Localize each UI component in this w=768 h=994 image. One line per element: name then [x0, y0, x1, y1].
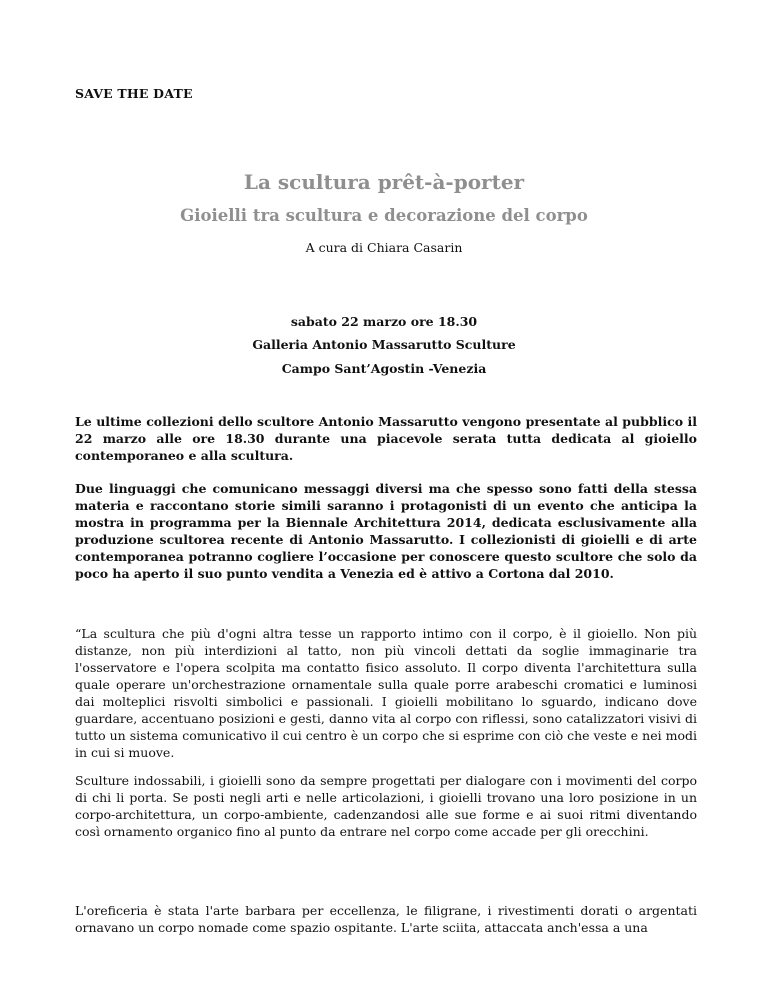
intro-paragraph-2: Due linguaggi che comunicano messaggi diversi ma che spesso sono fatti della stessa materia e raccontano storie simili saranno i protagonisti di un evento che anticipa la mostra in programma per la Biennale Architettura 2014, dedicata esclusivamente alla produzione scultorea recente di Antonio Massarutto. I collezionisti di gioielli e di arte contemporanea potranno cogliere l’occasione per conoscere questo scultore che solo da poco ha aperto il suo punto vendita a Venezia ed è attivo a Cortona dal 2010.: [75, 481, 697, 581]
curator-line: A cura di Chiara Casarin: [305, 240, 463, 255]
text-paragraph-1: “La scultura che più d'ogni altra tesse un rapporto intimo con il corpo, è il gioiello. Non più distanze, non più interdizioni al tatto, non più vincoli dettati da soglie immaginarie tra l'osservatore e l'opera scolpita ma contatto fisico assoluto. Il corpo diventa l'architettura sulla quale operare un'orchestrazione ornamentale sulla quale porre arabeschi cromatici e luminosi dai molteplici risvolti simbolici e passionali. I gioielli mobilitano lo sguardo, indicano dove guardare, accentuano posizioni e gesti, danno vita al corpo con riflessi, sono catalizzatori visivi di tutto un sistema comunicativo il cui centro è un corpo che si esprime con ciò che veste e nei modi in cui si muove.: [75, 626, 697, 760]
save-the-date-heading: SAVE THE DATE: [75, 86, 193, 101]
text-paragraph-2: Sculture indossabili, i gioielli sono da sempre progettati per dialogare con i movimenti del corpo di chi li porta. Se posti negli arti e nelle articolazioni, i gioielli trovano una loro posizione in un corpo-architettura, un corpo-ambiente, cadenzandosi alle sue forme e ai suoi ritmi diventando così ornamento organico fino al punto da entrare nel corpo come accade per gli orecchini.: [75, 773, 697, 839]
event-address: Campo Sant’Agostin -Venezia: [281, 361, 487, 376]
event-date-time: sabato 22 marzo ore 18.30: [290, 314, 478, 329]
intro-paragraph-1: Le ultime collezioni dello scultore Antonio Massarutto vengono presentate al pubblico il 22 marzo alle ore 18.30 durante una piacevole serata tutta dedicata al gioiello contemporaneo e alla scultura.: [75, 414, 697, 463]
event-subtitle: Gioielli tra scultura e decorazione del corpo: [180, 206, 588, 225]
event-venue: Galleria Antonio Massarutto Sculture: [252, 337, 516, 352]
text-paragraph-3: L'oreficeria è stata l'arte barbara per eccellenza, le filigrane, i rivestimenti dorati o argentati ornavano un corpo nomade come spazio ospitante. L'arte sciita, attaccata anch'essa a una: [75, 903, 697, 935]
event-title: La scultura prêt-à-porter: [243, 170, 525, 194]
